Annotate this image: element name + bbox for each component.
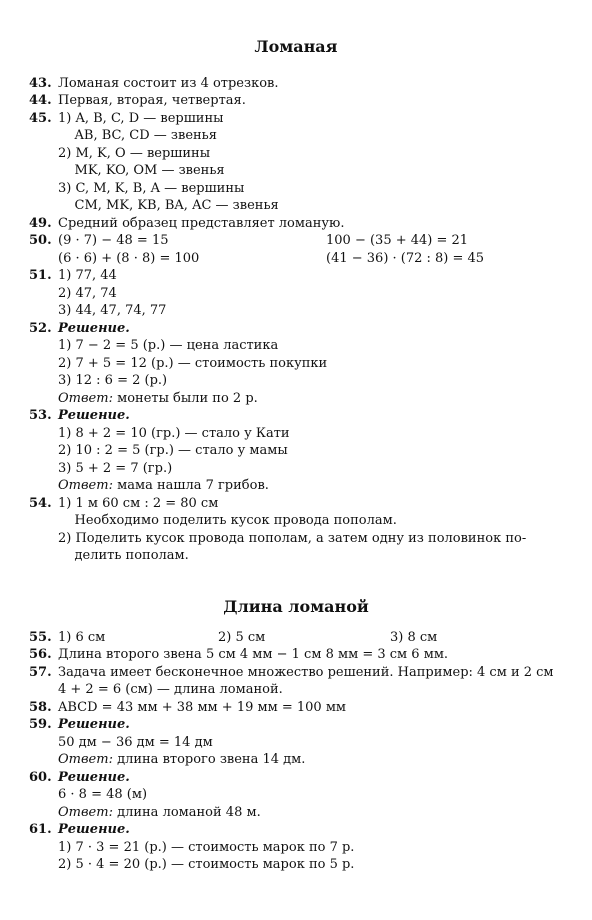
answer-text: Средний образец представляет ломаную. bbox=[58, 216, 345, 231]
exercise-number: 56. bbox=[29, 647, 52, 662]
exercise-number: 52. bbox=[29, 321, 52, 336]
answer-text: 1) 77, 44 bbox=[58, 268, 117, 283]
answer-text: (9 · 7) − 48 = 15 bbox=[58, 233, 169, 248]
answer-text: 3) 5 + 2 = 7 (гр.) bbox=[58, 461, 173, 476]
answer-label: Ответ: bbox=[58, 478, 118, 493]
answer-text: CM, MK, KB, BA, AC — звенья bbox=[58, 198, 279, 213]
answer-text: (6 · 6) + (8 · 8) = 100 bbox=[58, 251, 200, 266]
answer-text: 1) 8 + 2 = 10 (гр.) — стало у Кати bbox=[58, 426, 290, 441]
answer-text: 1) A, B, C, D — вершины bbox=[58, 111, 224, 126]
answer-text: MK, KO, OM — звенья bbox=[58, 163, 225, 178]
answer-text-col2: 2) 5 см bbox=[218, 630, 266, 645]
answer-text: 2) 47, 74 bbox=[58, 286, 117, 301]
answer-text: 1) 7 − 2 = 5 (р.) — цена ластика bbox=[58, 338, 279, 353]
answer-text: ABCD = 43 мм + 38 мм + 19 мм = 100 мм bbox=[58, 700, 347, 715]
exercise-number: 45. bbox=[29, 111, 52, 126]
answer-text: Ответ: длина второго звена 14 дм. bbox=[58, 752, 306, 767]
answer-text: Ломаная состоит из 4 отрезков. bbox=[58, 76, 279, 91]
answer-text: Длина второго звена 5 см 4 мм − 1 см 8 мм = 3 см 6 мм. bbox=[58, 647, 449, 662]
answer-text: Первая, вторая, четвертая. bbox=[58, 93, 246, 108]
exercise-number: 53. bbox=[29, 408, 52, 423]
answer-text-col2: 100 − (35 + 44) = 21 bbox=[326, 233, 469, 248]
answer-text: Решение. bbox=[58, 822, 130, 837]
exercise-number: 54. bbox=[29, 496, 52, 511]
answer-text: Решение. bbox=[58, 770, 130, 785]
answer-text: 6 · 8 = 48 (м) bbox=[58, 787, 148, 802]
answer-text: Решение. bbox=[58, 408, 130, 423]
exercise-number: 49. bbox=[29, 216, 52, 231]
answer-text: 3) C, M, K, B, A — вершины bbox=[58, 181, 245, 196]
answer-text: Ответ: мама нашла 7 грибов. bbox=[58, 478, 269, 493]
exercise-number: 59. bbox=[29, 717, 52, 732]
answer-text: Задача имеет бесконечное множество решений. Например: 4 см и 2 см bbox=[58, 665, 554, 680]
answer-text: Необходимо поделить кусок провода пополам. bbox=[58, 513, 397, 528]
answer-text: Решение. bbox=[58, 321, 130, 336]
exercise-number: 51. bbox=[29, 268, 52, 283]
answer-text: 2) 10 : 2 = 5 (гр.) — стало у мамы bbox=[58, 443, 288, 458]
answer-text: 3) 12 : 6 = 2 (р.) bbox=[58, 373, 168, 388]
answer-label: Ответ: bbox=[58, 391, 118, 406]
exercise-number: 43. bbox=[29, 76, 52, 91]
answer-text: 4 + 2 = 6 (см) — длина ломаной. bbox=[58, 682, 283, 697]
answer-text: 3) 44, 47, 74, 77 bbox=[58, 303, 167, 318]
exercise-number: 44. bbox=[29, 93, 52, 108]
answer-text: AB, BC, CD — звенья bbox=[58, 128, 217, 143]
answer-text: делить пополам. bbox=[58, 548, 189, 563]
exercise-number: 55. bbox=[29, 630, 52, 645]
answer-text: 2) 5 · 4 = 20 (р.) — стоимость марок по 5 р. bbox=[58, 857, 355, 872]
section-title-polyline: Ломаная bbox=[254, 37, 338, 56]
answer-text: 1) 7 · 3 = 21 (р.) — стоимость марок по 7 р. bbox=[58, 840, 355, 855]
answer-text: 1) 1 м 60 см : 2 = 80 см bbox=[58, 496, 219, 511]
answer-label: Ответ: bbox=[58, 752, 118, 767]
answer-text: 2) 7 + 5 = 12 (р.) — стоимость покупки bbox=[58, 356, 328, 371]
exercise-number: 58. bbox=[29, 700, 52, 715]
exercise-number: 60. bbox=[29, 770, 52, 785]
exercise-number: 50. bbox=[29, 233, 52, 248]
answer-text: Ответ: монеты были по 2 р. bbox=[58, 391, 258, 406]
exercise-number: 57. bbox=[29, 665, 52, 680]
section-title-polyline-length: Длина ломаной bbox=[223, 597, 369, 616]
answer-text: 1) 6 см bbox=[58, 630, 106, 645]
answer-text-col3: 3) 8 см bbox=[390, 630, 438, 645]
answer-text-col2: (41 − 36) · (72 : 8) = 45 bbox=[326, 251, 485, 266]
answer-label: Ответ: bbox=[58, 805, 118, 820]
answer-text: 50 дм − 36 дм = 14 дм bbox=[58, 735, 213, 750]
answer-text: 2) M, K, O — вершины bbox=[58, 146, 211, 161]
answer-text: 2) Поделить кусок провода пополам, а затем одну из половинок по- bbox=[58, 531, 527, 546]
exercise-number: 61. bbox=[29, 822, 52, 837]
answer-text: Решение. bbox=[58, 717, 130, 732]
answer-text: Ответ: длина ломаной 48 м. bbox=[58, 805, 261, 820]
